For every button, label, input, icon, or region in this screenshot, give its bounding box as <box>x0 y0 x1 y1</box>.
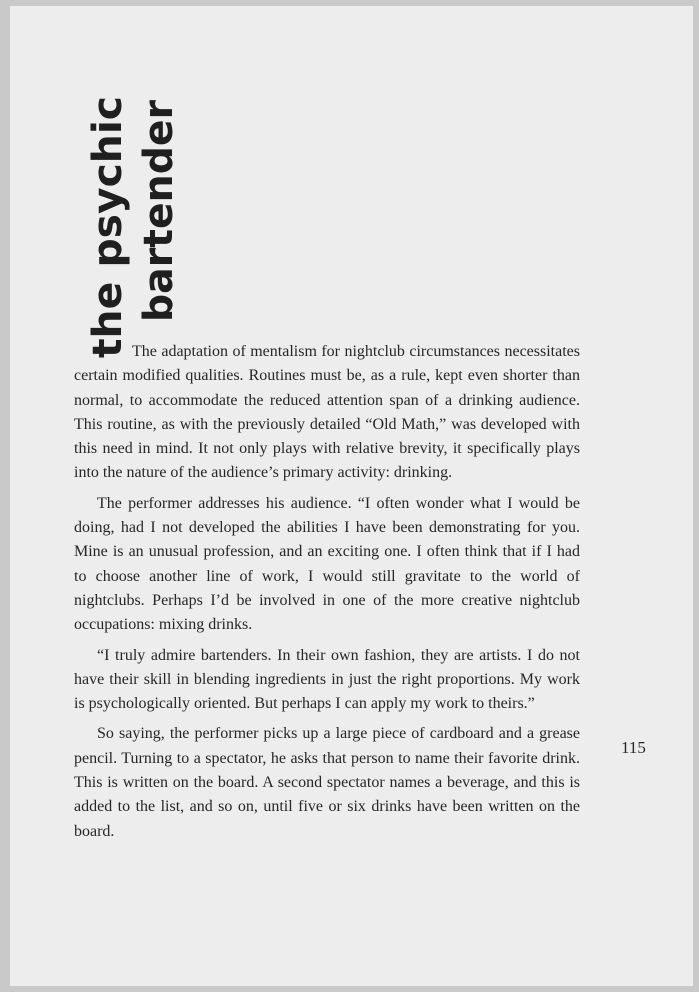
book-page <box>10 6 693 986</box>
paragraph-2: The performer addresses his audience. “I often wonder what I would be doing, had I not developed the abilities I have been demonstrating for you. Mine is an unusual profession, and an exciting one. I often think that if I had to choose another line of work, I would still gravitate to the world of nightclubs. Perhaps I’d be involved in one of the more creative nightclub occupations: mixing drinks. <box>74 494 580 634</box>
paragraph-4: So saying, the performer picks up a large piece of cardboard and a grease pencil. Turning to a spectator, he asks that person to name their favorite drink. This is written on the board. A second spectator names a beverage, and this is added to the list, and so on, until five or six drinks have been written on the board. <box>74 725 580 840</box>
chapter-title <box>76 92 196 362</box>
paragraph-1: The adaptation of mentalism for nightclub circumstances necessitates certain modified qualities. Routines must be, as a rule, kept even shorter than normal, to accommodate the reduced attention span of a drinking audience. This routine, as with the previously detailed “Old Math,” was developed with this need in mind. It not only plays with relative brevity, it specifically plays into the nature of the audience’s primary activity: drinking. <box>74 343 580 482</box>
title-line-1: the psychic <box>85 101 131 358</box>
paragraph-3: “I truly admire bartenders. In their own fashion, they are artists. I do not have their skill in blending ingredients in just the right proportions. My work is psychologically oriented. But perhaps I can apply my work to theirs.” <box>74 646 580 713</box>
page-number: 115 <box>621 738 646 757</box>
title-line-2: bartender <box>136 96 182 322</box>
body-text <box>74 340 580 850</box>
